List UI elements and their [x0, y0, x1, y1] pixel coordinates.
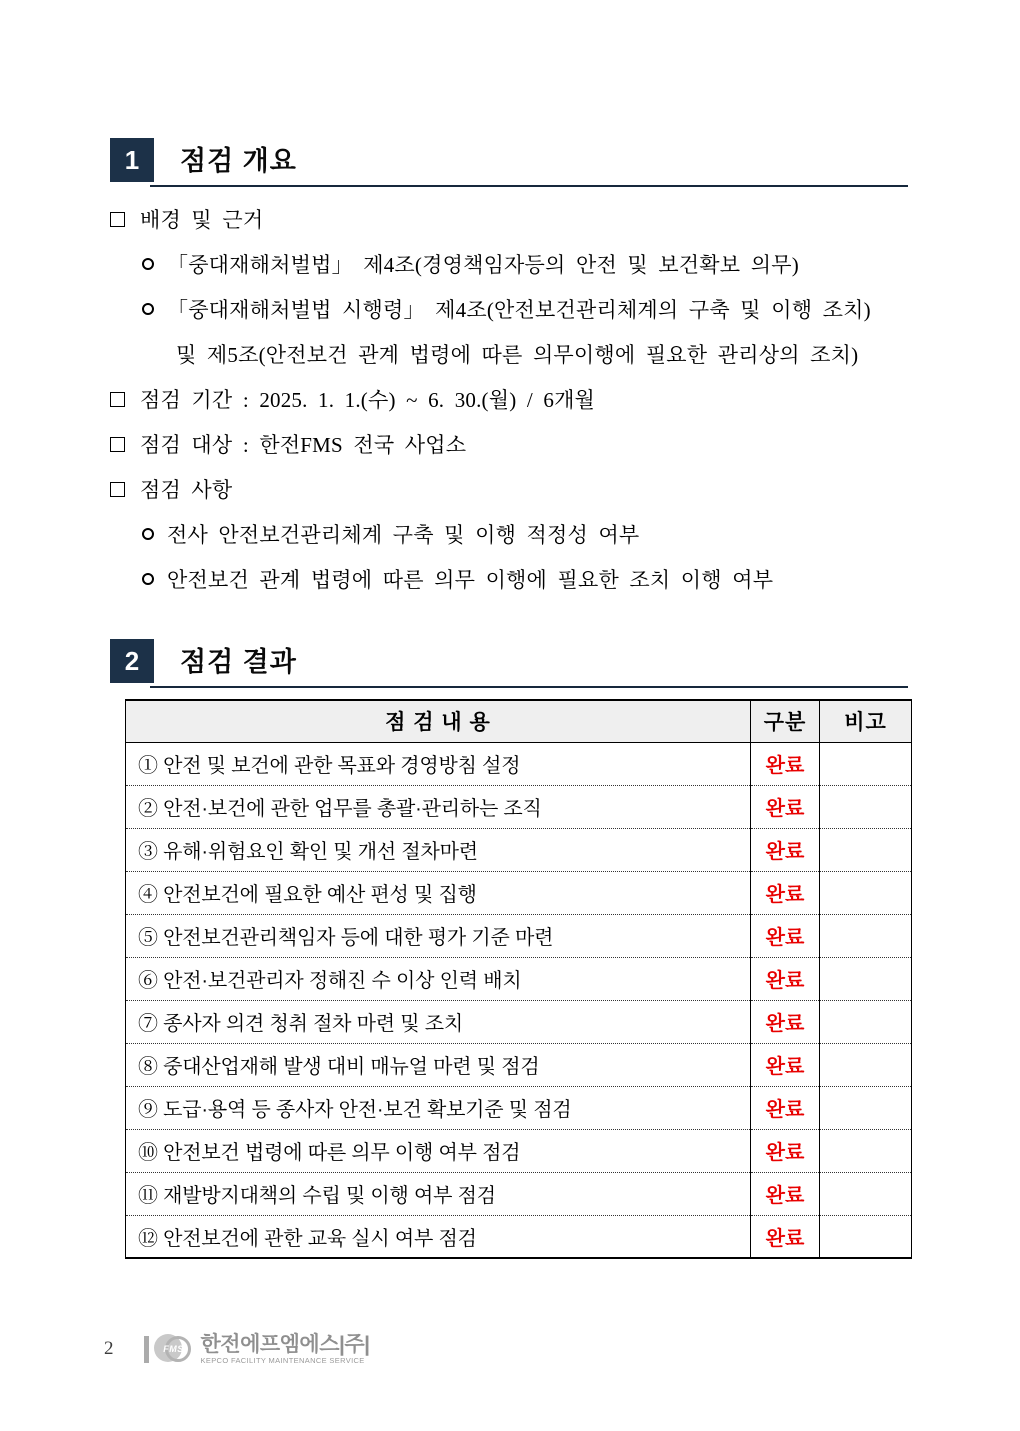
row-note-cell: [820, 828, 912, 871]
row-status-cell: 완료: [751, 1043, 820, 1086]
table-header-row: [126, 700, 912, 742]
overview-item-text: 배경 및 근거: [140, 208, 264, 232]
overview-item-text: 점검 사항: [140, 478, 233, 502]
row-content-cell: ① 안전 및 보건에 관한 목표와 경영방침 설정: [138, 755, 521, 777]
row-status-cell: 완료: [751, 1172, 820, 1215]
row-note-cell: [820, 871, 912, 914]
section-2-number-badge: 2: [110, 639, 154, 683]
overview-item: [110, 523, 910, 545]
row-status-cell: 완료: [751, 742, 820, 785]
overview-item: [110, 433, 910, 455]
overview-item: [110, 253, 910, 275]
overview-item: [110, 343, 910, 365]
row-note-cell: [820, 1215, 912, 1258]
table-row: [126, 871, 912, 914]
overview-item-text: 전사 안전보건관리체계 구축 및 이행 적정성 여부: [167, 523, 640, 547]
overview-item: [110, 208, 910, 230]
overview-item: [110, 478, 910, 500]
overview-item: [110, 388, 910, 410]
row-note-cell: [820, 785, 912, 828]
row-status-cell: 완료: [751, 1215, 820, 1258]
section-2-header: [110, 639, 910, 683]
square-bullet-icon: [110, 437, 125, 452]
table-row: [126, 1215, 912, 1258]
circle-bullet-icon: [142, 573, 154, 585]
row-content-cell: ⑧ 중대산업재해 발생 대비 매뉴얼 마련 및 점검: [126, 1043, 751, 1086]
section-1-number-badge: 1: [110, 138, 154, 182]
row-content-cell: ⑦ 종사자 의견 청취 절차 마련 및 조치: [126, 1000, 751, 1043]
overview-item-text: 점검 대상 : 한전FMS 전국 사업소: [140, 433, 467, 457]
logo-bar-icon: [144, 1336, 149, 1363]
overview-item: [110, 298, 910, 320]
row-note-cell: [820, 1043, 912, 1086]
company-logo: [144, 1334, 370, 1365]
section-2-rule: [150, 686, 908, 688]
logo-english-name: KEPCO FACILITY MAINTENANCE SERVICE: [200, 1356, 365, 1365]
row-note-cell: [820, 1129, 912, 1172]
logo-korean-name: 한전에프엠에스|주|: [200, 1333, 370, 1356]
row-content-cell: ⑪ 재발방지대책의 수립 및 이행 여부 점검: [126, 1172, 751, 1215]
page-number: 2: [104, 1338, 114, 1360]
row-status-cell: 완료: [751, 785, 820, 828]
row-note-cell: [820, 914, 912, 957]
square-bullet-icon: [110, 212, 125, 227]
row-note-cell: [820, 957, 912, 1000]
row-status-cell: 완료: [751, 1000, 820, 1043]
row-content-cell: ⑤ 안전보건관리책임자 등에 대한 평가 기준 마련: [126, 914, 751, 957]
inspection-table-head: [126, 700, 912, 742]
table-row: [126, 1172, 912, 1215]
table-row: [126, 1043, 912, 1086]
row-note-cell: [820, 742, 912, 785]
row-content-cell: ④ 안전보건에 필요한 예산 편성 및 집행: [126, 871, 751, 914]
logo-text-block: [201, 1334, 370, 1365]
table-row: [126, 1000, 912, 1043]
row-note-cell: [820, 1172, 912, 1215]
row-content-cell: ② 안전·보건에 관한 업무를 총괄·관리하는 조직: [126, 785, 751, 828]
overview-item-text: 및 제5조(안전보건 관계 법령에 따른 의무이행에 필요한 관리상의 조치): [176, 343, 859, 367]
section-1-header: [110, 138, 910, 182]
row-content-cell: ⑥ 안전·보건관리자 정해진 수 이상 인력 배치: [126, 957, 751, 1000]
table-row: [126, 914, 912, 957]
col-header-content: 점 검 내 용: [126, 700, 751, 742]
overview-item-text: 안전보건 관계 법령에 따른 의무 이행에 필요한 조치 이행 여부: [167, 568, 774, 592]
circle-bullet-icon: [142, 528, 154, 540]
overview-item-text: 「중대재해처벌법 시행령」 제4조(안전보건관리체계의 구축 및 이행 조치): [167, 298, 871, 322]
row-note-cell: [820, 1086, 912, 1129]
table-row: [126, 957, 912, 1000]
fms-emblem-icon: [154, 1334, 194, 1364]
emblem-fms-text: FMS: [163, 1344, 184, 1355]
row-content-cell: ⑫ 안전보건에 관한 교육 실시 여부 점검: [126, 1215, 751, 1258]
table-row: [126, 828, 912, 871]
overview-list: [110, 208, 910, 590]
row-content-cell: ⑨ 도급·용역 등 종사자 안전·보건 확보기준 및 점검: [126, 1086, 751, 1129]
circle-bullet-icon: [142, 303, 154, 315]
row-status-cell: 완료: [751, 914, 820, 957]
row-status-cell: 완료: [751, 1129, 820, 1172]
square-bullet-icon: [110, 482, 125, 497]
col-header-category: 구분: [751, 700, 820, 742]
row-status-cell: 완료: [751, 871, 820, 914]
section-2-title: 점검 결과: [180, 646, 297, 677]
row-note-cell: [820, 1000, 912, 1043]
row-content-cell: ⑩ 안전보건 법령에 따른 의무 이행 여부 점검: [126, 1129, 751, 1172]
circle-bullet-icon: [142, 258, 154, 270]
row-status-cell: 완료: [751, 957, 820, 1000]
table-row: [126, 785, 912, 828]
inspection-table-body: [126, 742, 912, 1258]
inspection-results-table: [125, 699, 912, 1259]
overview-item: [110, 568, 910, 590]
overview-item-text: 점검 기간 : 2025. 1. 1.(수) ~ 6. 30.(월) / 6개월: [140, 388, 596, 412]
square-bullet-icon: [110, 392, 125, 407]
col-header-note: 비고: [820, 700, 912, 742]
table-row: [126, 1086, 912, 1129]
table-row: [126, 742, 912, 785]
section-1-title: 점검 개요: [180, 145, 297, 176]
table-row: [126, 1129, 912, 1172]
section-1-rule: [150, 185, 908, 187]
overview-item-text: 「중대재해처벌법」 제4조(경영책임자등의 안전 및 보건확보 의무): [167, 253, 799, 277]
row-content-cell: ③ 유해·위험요인 확인 및 개선 절차마련: [126, 828, 751, 871]
row-status-cell: 완료: [751, 1086, 820, 1129]
row-status-cell: 완료: [751, 828, 820, 871]
page-footer: [104, 1334, 370, 1365]
